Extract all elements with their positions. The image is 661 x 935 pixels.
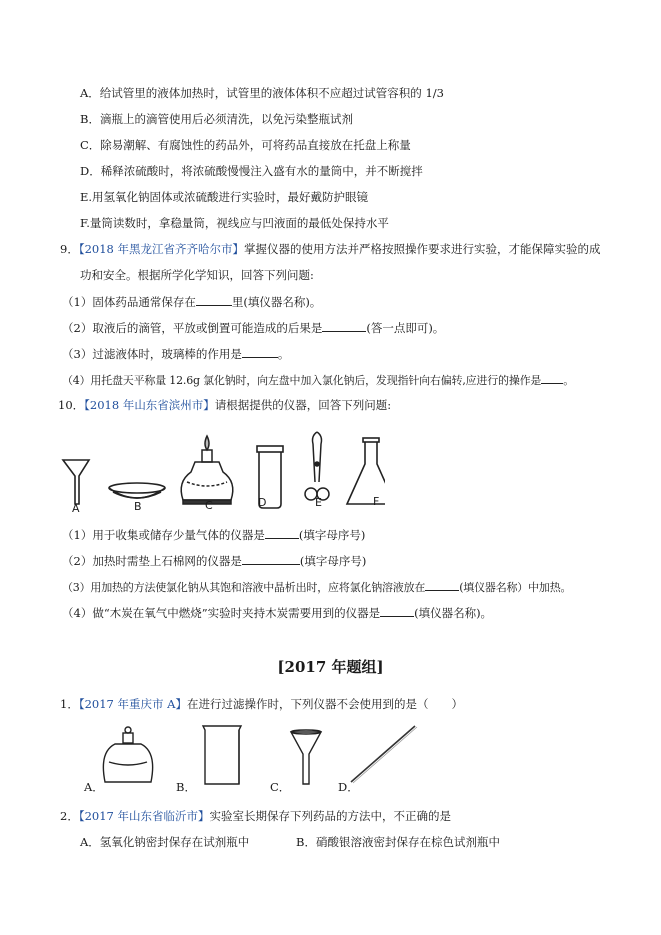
q2-option-a: A．氢氧化钠密封保存在试剂瓶中	[80, 835, 250, 849]
answer-blank[interactable]	[380, 604, 414, 617]
q9-sub1: （1）固体药品通常保存在 里(填仪器名称)。	[62, 295, 322, 309]
q9-sub4: （4）用托盘天平称量 12.6g 氯化钠时，向左盘中加入氯化钠后，发现指针向右偏转,应进行的操作是 。	[62, 371, 574, 389]
q1-options-figure	[95, 720, 425, 792]
q9-sub2: （2）取液后的滴管，平放或倒置可能造成的后果是 (答一点即可)。	[62, 321, 445, 335]
label-d: D	[258, 496, 267, 509]
answer-blank[interactable]	[425, 578, 459, 591]
q1-number: 1．	[60, 697, 79, 711]
q1-option-c: C．	[270, 780, 291, 794]
q1-option-d: D．	[338, 780, 359, 794]
option-b: B．滴瓶上的滴管使用后必须清洗，以免污染整瓶试剂	[80, 112, 353, 126]
q10-stem-text: 请根据提供的仪器，回答下列问题:	[214, 398, 392, 412]
label-a: A	[72, 502, 80, 515]
beaker-icon	[203, 726, 241, 784]
answer-blank[interactable]	[196, 293, 232, 306]
q9-sub3: （3）过滤液体时，玻璃棒的作用是 。	[62, 347, 290, 361]
q10-number: 10．	[58, 398, 85, 412]
answer-blank[interactable]	[265, 526, 299, 539]
q10-source: 【2018 年山东省滨州市】	[84, 398, 215, 412]
option-f: F.量筒读数时，拿稳量筒，视线应与凹液面的最低处保持水平	[80, 216, 389, 230]
label-c: C	[205, 499, 213, 512]
answer-blank[interactable]	[242, 345, 278, 358]
q10-stem	[58, 397, 391, 413]
glass-rod-icon	[351, 726, 417, 783]
answer-blank[interactable]	[242, 552, 300, 565]
funnel-icon	[63, 460, 89, 504]
q10-sub1: （1）用于收集或储存少量气体的仪器是 (填字母序号)	[62, 528, 366, 542]
funnel-icon	[291, 730, 321, 784]
q9-source: 【2018 年黑龙江省齐齐哈尔市】	[78, 242, 244, 256]
q2-stem-text: 实验室长期保存下列药品的方法中，不正确的是	[209, 809, 451, 823]
q1-stem-text: 在进行过滤操作时，下列仪器不会使用到的是（ ）	[186, 697, 463, 711]
alcohol-lamp-icon	[181, 436, 233, 504]
q1-source: 【2017 年重庆市 A】	[78, 697, 187, 711]
option-d: D．稀释浓硫酸时，将浓硫酸慢慢注入盛有水的量筒中，并不断搅拌	[80, 164, 423, 178]
q10-sub3: （3）用加热的方法使氯化钠从其饱和溶液中晶析出时，应将氯化钠溶液放在 (填仪器名称）中加热。	[62, 578, 571, 596]
label-f: F	[373, 495, 380, 508]
q2-stem	[60, 808, 451, 824]
q1-option-a: A．	[84, 780, 104, 794]
q9-number: 9．	[60, 242, 79, 256]
option-e: E.用氢氧化钠固体或浓硫酸进行实验时，最好戴防护眼镜	[80, 190, 369, 204]
alcohol-lamp-icon	[103, 727, 152, 782]
q2-option-b: B．硝酸银溶液密封保存在棕色试剂瓶中	[296, 835, 500, 849]
label-b: B	[134, 500, 142, 513]
answer-blank[interactable]	[541, 371, 563, 384]
section-heading-2017: [2017 年题组]	[277, 658, 384, 676]
option-a: A．给试管里的液体加热时，试管里的液体体积不应超过试管容积的 1/3	[80, 86, 444, 100]
q2-number: 2．	[60, 809, 79, 823]
option-c: C．除易潮解、有腐蚀性的药品外，可将药品直接放在托盘上称量	[80, 138, 411, 152]
label-e: E	[315, 496, 322, 509]
q1-stem	[60, 696, 463, 712]
q2-source: 【2017 年山东省临沂市】	[78, 809, 210, 823]
q10-sub4: （4）做“木炭在氧气中燃烧”实验时夹持木炭需要用到的仪器是 (填仪器名称)。	[62, 606, 493, 620]
evaporating-dish-icon	[109, 483, 165, 498]
q1-option-b: B．	[176, 780, 196, 794]
answer-blank[interactable]	[322, 319, 366, 332]
q9-stem-line2: 功和安全。根据所学化学知识，回答下列问题:	[80, 268, 314, 282]
q9-stem1: 掌握仪器的使用方法并严格按照操作要求进行实验，才能保障实验的成	[244, 242, 601, 256]
crucible-tongs-icon	[305, 432, 329, 500]
q9-stem-line1	[60, 241, 601, 257]
q10-sub2: （2）加热时需垫上石棉网的仪器是 (填字母序号)	[62, 554, 367, 568]
apparatus-figure	[55, 424, 385, 514]
